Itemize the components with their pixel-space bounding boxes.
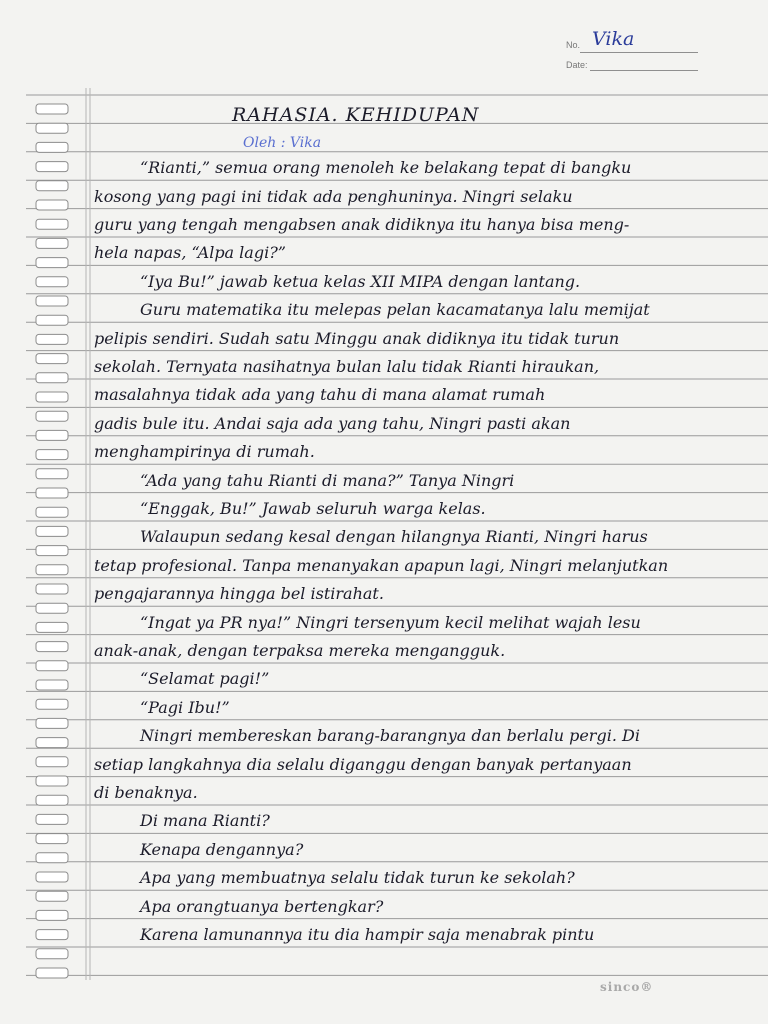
binder-slot <box>36 968 68 978</box>
binder-slot <box>36 200 68 210</box>
handwritten-line: Ningri membereskan barang-barangnya dan berlalu pergi. Di <box>140 726 640 746</box>
binder-slot <box>36 392 68 402</box>
handwritten-line: “Iya Bu!” jawab ketua kelas XII MIPA dengan lantang. <box>140 271 581 291</box>
handwritten-line: “Ada yang tahu Rianti di mana?” Tanya Ningri <box>140 470 515 490</box>
binder-slot <box>36 949 68 959</box>
handwritten-line: Apa yang membuatnya selalu tidak turun ke sekolah? <box>140 868 575 888</box>
handwritten-line: kosong yang pagi ini tidak ada penghuninya. Ningri selaku <box>94 186 573 206</box>
handwritten-line: Di mana Rianti? <box>140 811 270 831</box>
handwritten-line: gadis bule itu. Andai saja ada yang tahu, Ningri pasti akan <box>94 413 571 433</box>
story-title: RAHASIA. KEHIDUPAN <box>232 104 480 126</box>
binder-slot <box>36 795 68 805</box>
handwritten-line: Walaupun sedang kesal dengan hilangnya Rianti, Ningri harus <box>140 527 648 547</box>
binder-slot <box>36 123 68 133</box>
binder-slot <box>36 930 68 940</box>
binder-slot <box>36 872 68 882</box>
binder-slot <box>36 430 68 440</box>
binder-slot <box>36 507 68 517</box>
story-author: Oleh : Vika <box>243 135 322 151</box>
binder-slot <box>36 603 68 613</box>
binder-slot <box>36 910 68 920</box>
handwritten-line: Kenapa dengannya? <box>140 839 304 859</box>
binder-slot <box>36 814 68 824</box>
binder-slot <box>36 565 68 575</box>
handwritten-line: menghampirinya di rumah. <box>94 442 315 462</box>
binder-slot <box>36 546 68 556</box>
binder-slot <box>36 776 68 786</box>
handwritten-line: pelipis sendiri. Sudah satu Minggu anak didiknya itu tidak turun <box>94 328 620 348</box>
binder-slot <box>36 699 68 709</box>
handwritten-line: di benaknya. <box>94 783 198 802</box>
handwritten-line: pengajarannya hingga bel istirahat. <box>94 584 384 604</box>
binder-slot <box>36 277 68 287</box>
handwritten-line: guru yang tengah mengabsen anak didiknya itu hanya bisa meng- <box>94 215 630 234</box>
binder-slot <box>36 718 68 728</box>
binder-slot <box>36 469 68 479</box>
binder-slot <box>36 315 68 325</box>
binder-slot <box>36 334 68 344</box>
handwritten-line: masalahnya tidak ada yang tahu di mana alamat rumah <box>94 385 546 405</box>
handwritten-line: “Rianti,” semua orang menoleh ke belakang tepat di bangku <box>140 158 632 178</box>
binder-slot <box>36 258 68 268</box>
handwritten-line: Guru matematika itu melepas pelan kacamatanya lalu memijat <box>140 300 650 320</box>
binder-slot <box>36 488 68 498</box>
binder-slot <box>36 104 68 114</box>
handwritten-line: “Enggak, Bu!” Jawab seluruh warga kelas. <box>140 499 486 518</box>
binder-slot <box>36 526 68 536</box>
binder-slot <box>36 354 68 364</box>
binder-slot <box>36 411 68 421</box>
binder-slot <box>36 450 68 460</box>
binder-slot <box>36 238 68 248</box>
binder-slot <box>36 661 68 671</box>
handwritten-line: Karena lamunannya itu dia hampir saja menabrak pintu <box>140 925 595 944</box>
handwritten-line: setiap langkahnya dia selalu diganggu dengan banyak pertanyaan <box>94 754 632 774</box>
brand-logo: sinco® <box>600 980 654 994</box>
no-label: No. <box>566 40 581 50</box>
binder-slot <box>36 162 68 172</box>
handwritten-line: “Ingat ya PR nya!” Ningri tersenyum kecil melihat wajah lesu <box>140 612 641 632</box>
handwritten-line: anak-anak, dengan terpaksa mereka mengangguk. <box>94 641 506 660</box>
handwritten-line: sekolah. Ternyata nasihatnya bulan lalu tidak Rianti hiraukan, <box>94 357 600 376</box>
binder-slot <box>36 142 68 152</box>
binder-slot <box>36 853 68 863</box>
binder-slot <box>36 622 68 632</box>
binder-slot <box>36 738 68 748</box>
handwritten-line: “Pagi Ibu!” <box>140 697 230 717</box>
binder-slot <box>36 373 68 383</box>
binder-slot <box>36 296 68 306</box>
binder-slot <box>36 834 68 844</box>
date-label: Date: <box>566 60 588 70</box>
handwritten-line: “Selamat pagi!” <box>140 669 270 689</box>
binder-slot <box>36 181 68 191</box>
handwritten-line: hela napas, “Alpa lagi?” <box>94 243 286 263</box>
binder-slot <box>36 642 68 652</box>
date-underline <box>590 70 698 71</box>
binder-slot <box>36 757 68 767</box>
binder-slot <box>36 219 68 229</box>
no-underline <box>580 52 698 53</box>
handwritten-line: Apa orangtuanya bertengkar? <box>140 896 384 916</box>
binder-slot <box>36 680 68 690</box>
handwritten-line: tetap profesional. Tanpa menanyakan apapun lagi, Ningri melanjutkan <box>94 555 669 575</box>
binder-slot <box>36 584 68 594</box>
binder-slot <box>36 891 68 901</box>
no-value: Vika <box>592 28 635 50</box>
